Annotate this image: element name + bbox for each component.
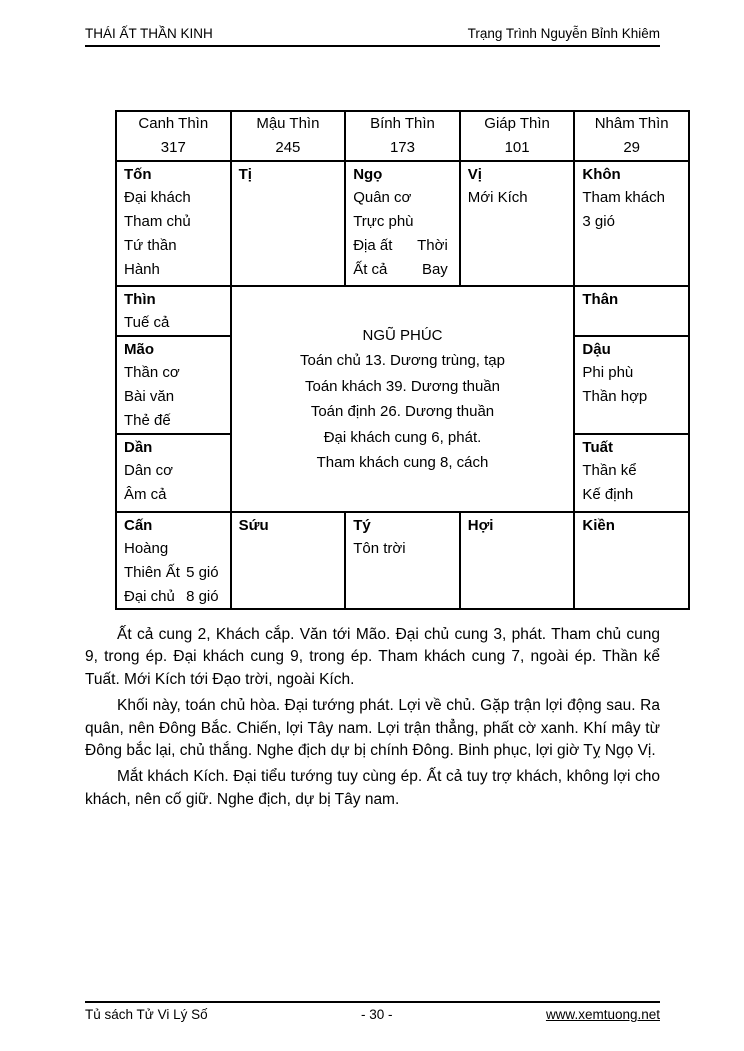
year-cell-mau-thin — [232, 112, 345, 160]
center-panel: NGŨ PHÚC Toán chủ 13. Dương trùng, tạp Toán khách 39. Dương thuần Toán định 26. Dương thuần Đại khách cung 6, phát. Tham khách cung 8, cách — [232, 287, 574, 511]
year-name: Nhâm Thìn — [594, 115, 669, 132]
center-title: NGŨ PHÚC — [362, 326, 443, 344]
book-title: THÁI ẤT THẦN KINH — [85, 26, 213, 41]
cell-khon: Khôn Tham khách 3 gió — [575, 162, 688, 285]
cell-can: Cấn Hoàng Thiên Ất 5 gió Đại chủ 8 gió — [117, 513, 230, 608]
cell-ngo: Ngọ Quân cơ Trực phù Địa ất Thời Ất cả Bay — [346, 162, 459, 285]
year-value: 101 — [504, 139, 530, 156]
page-footer — [85, 1001, 660, 1022]
year-value: 173 — [389, 139, 415, 156]
cell-dau: Dậu Phi phù Thần hợp — [575, 337, 688, 433]
cell-mao: Mão Thần cơ Bài văn Thẻ đế — [117, 337, 230, 433]
year-cell-binh-thin — [346, 112, 459, 160]
year-name: Bính Thìn — [370, 115, 435, 132]
author-name: Trạng Trình Nguyễn Bỉnh Khiêm — [467, 26, 660, 41]
footer-series-label: Tủ sách Tử Vi Lý Số — [85, 1007, 208, 1022]
body-text — [85, 624, 660, 815]
year-value: 245 — [275, 139, 301, 156]
cell-ti: Tị — [232, 162, 345, 285]
year-name: Canh Thìn — [138, 115, 209, 132]
cell-tuat: Tuất Thần kể Kế định — [575, 435, 688, 511]
cell-ty: Tý Tôn trời — [346, 513, 459, 608]
year-cell-giap-thin — [461, 112, 574, 160]
cell-hoi: Hợi — [461, 513, 574, 608]
cell-dan: Dần Dân cơ Âm cả — [117, 435, 230, 511]
page-header — [85, 26, 660, 47]
paragraph-1: Ất cả cung 2, Khách cắp. Văn tới Mão. Đại chủ cung 3, phát. Tham chủ cung 9, trong ép. Đại khách cung 9, trong ép. Tham khách cung 7, ngoài ép. Thần kể Tuất. Mới Kích tới Đạo trời, ngoài Kích. — [85, 626, 660, 688]
year-name: Mậu Thìn — [256, 115, 320, 132]
year-value: 29 — [623, 139, 641, 156]
divination-chart — [115, 110, 690, 610]
page-number: - 30 - — [361, 1007, 393, 1022]
paragraph-2: Khối này, toán chủ hòa. Đại tướng phát. Lợi về chủ. Gặp trận lợi động sau. Ra quân, nên Đông Bắc. Chiến, lợi Tây nam. Lợi trận thẳng, phất cờ xanh. Khí mây từ Đông bắc lại, chủ thắng. Nghe địch dự bị chính Đông. Binh phục, lợi giờ Tỵ Ngọ Vị. — [85, 697, 660, 760]
cell-than: Thân — [575, 287, 688, 335]
year-name: Giáp Thìn — [484, 115, 550, 132]
paragraph-3: Mắt khách Kích. Đại tiểu tướng tuy cùng ép. Ất cả tuy trợ khách, không lợi cho khách, nên cố giữ. Nghe địch, dự bị Tây nam. — [85, 768, 660, 808]
year-value: 317 — [160, 139, 186, 156]
website-link[interactable]: www.xemtuong.net — [545, 1007, 660, 1022]
year-cell-nham-thin — [575, 112, 688, 160]
cell-suu: Sứu — [232, 513, 345, 608]
cell-vi: Vị Mới Kích — [461, 162, 574, 285]
cell-ton: Tốn Đại khách Tham chủ Tứ thần Hành — [117, 162, 230, 285]
cell-kien: Kiền — [575, 513, 688, 608]
cell-thin: Thìn Tuế cả — [117, 287, 230, 335]
year-cell-canh-thin — [117, 112, 230, 160]
